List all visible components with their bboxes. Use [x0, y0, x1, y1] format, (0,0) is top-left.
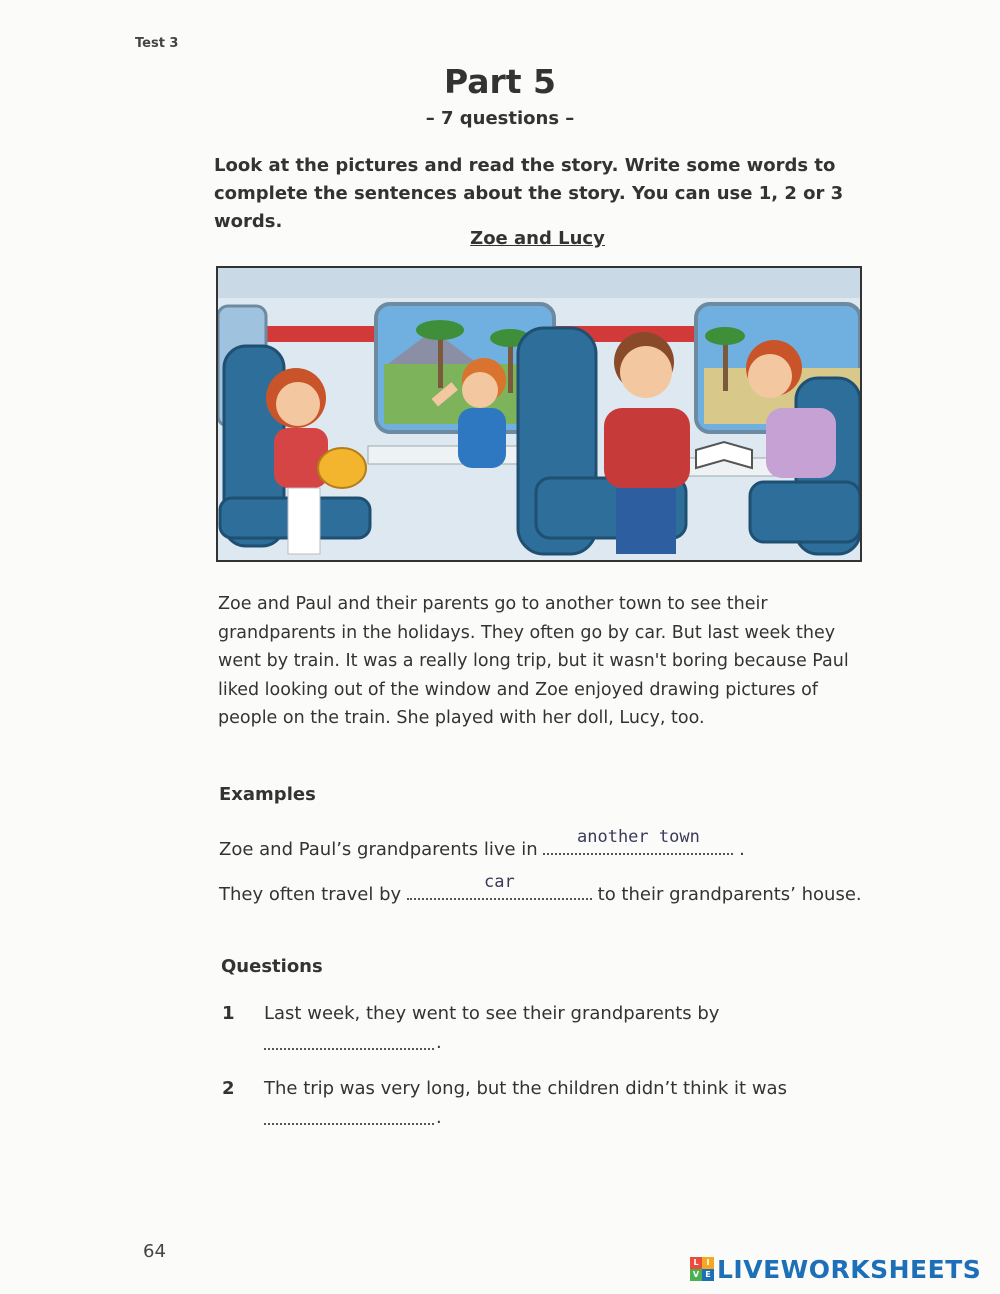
example-1: [219, 827, 745, 860]
train-illustration: [216, 266, 862, 562]
question-1-number: 1: [222, 1003, 235, 1024]
example-2-blank: [407, 872, 592, 900]
liveworksheets-logo-icon: [690, 1257, 714, 1281]
train-scene: [218, 268, 860, 560]
example-1-blank: [543, 827, 733, 855]
question-count: – 7 questions –: [425, 108, 575, 129]
table-left: [368, 446, 538, 464]
instructions: Look at the pictures and read the story. Write some words to complete the sentences about the story. You can use 1, 2 or 3 words.: [214, 155, 844, 232]
story-text: Zoe and Paul and their parents go to another town to see their grandparents in the holidays. They often go by car. But last week they went by train. It was a really long trip, but it wasn't boring because Paul liked looking out of the window and Zoe enjoyed drawing pictures of people on the train. She played with her doll, Lucy, too.: [218, 594, 849, 728]
question-1-answer-blank[interactable]: [264, 1036, 434, 1050]
brand-name: LIVEWORKSHEETS: [717, 1254, 982, 1284]
ceiling: [218, 268, 860, 298]
example-2-end: to their grandparents’ house.: [597, 884, 862, 905]
example-1-answer: another town: [577, 827, 700, 847]
examples-heading: Examples: [219, 784, 316, 805]
example-2: [219, 872, 862, 905]
test-label: Test 3: [135, 36, 179, 51]
story-title: Zoe and Lucy: [470, 228, 605, 249]
page-number: 64: [143, 1241, 166, 1262]
page-title: Part 5: [443, 62, 557, 101]
question-2-number: 2: [222, 1078, 235, 1099]
liveworksheets-brand[interactable]: [690, 1254, 981, 1284]
logo-letter-i: I: [702, 1257, 714, 1269]
logo-letter-l: L: [690, 1257, 702, 1269]
example-1-end: .: [739, 839, 745, 860]
logo-letter-v: V: [690, 1269, 702, 1281]
question-1-text: Last week, they went to see their grandparents by: [264, 1003, 720, 1024]
example-2-text: They often travel by: [219, 884, 402, 905]
question-2-answer-blank[interactable]: [264, 1111, 434, 1125]
question-2-end: .: [436, 1107, 442, 1128]
question-2-text: The trip was very long, but the children didn’t think it was: [264, 1078, 787, 1099]
question-1-end: .: [436, 1032, 442, 1053]
example-1-text: Zoe and Paul’s grandparents live in: [219, 839, 538, 860]
example-2-answer: car: [484, 872, 515, 892]
logo-letter-e: E: [702, 1269, 714, 1281]
questions-heading: Questions: [221, 956, 323, 977]
